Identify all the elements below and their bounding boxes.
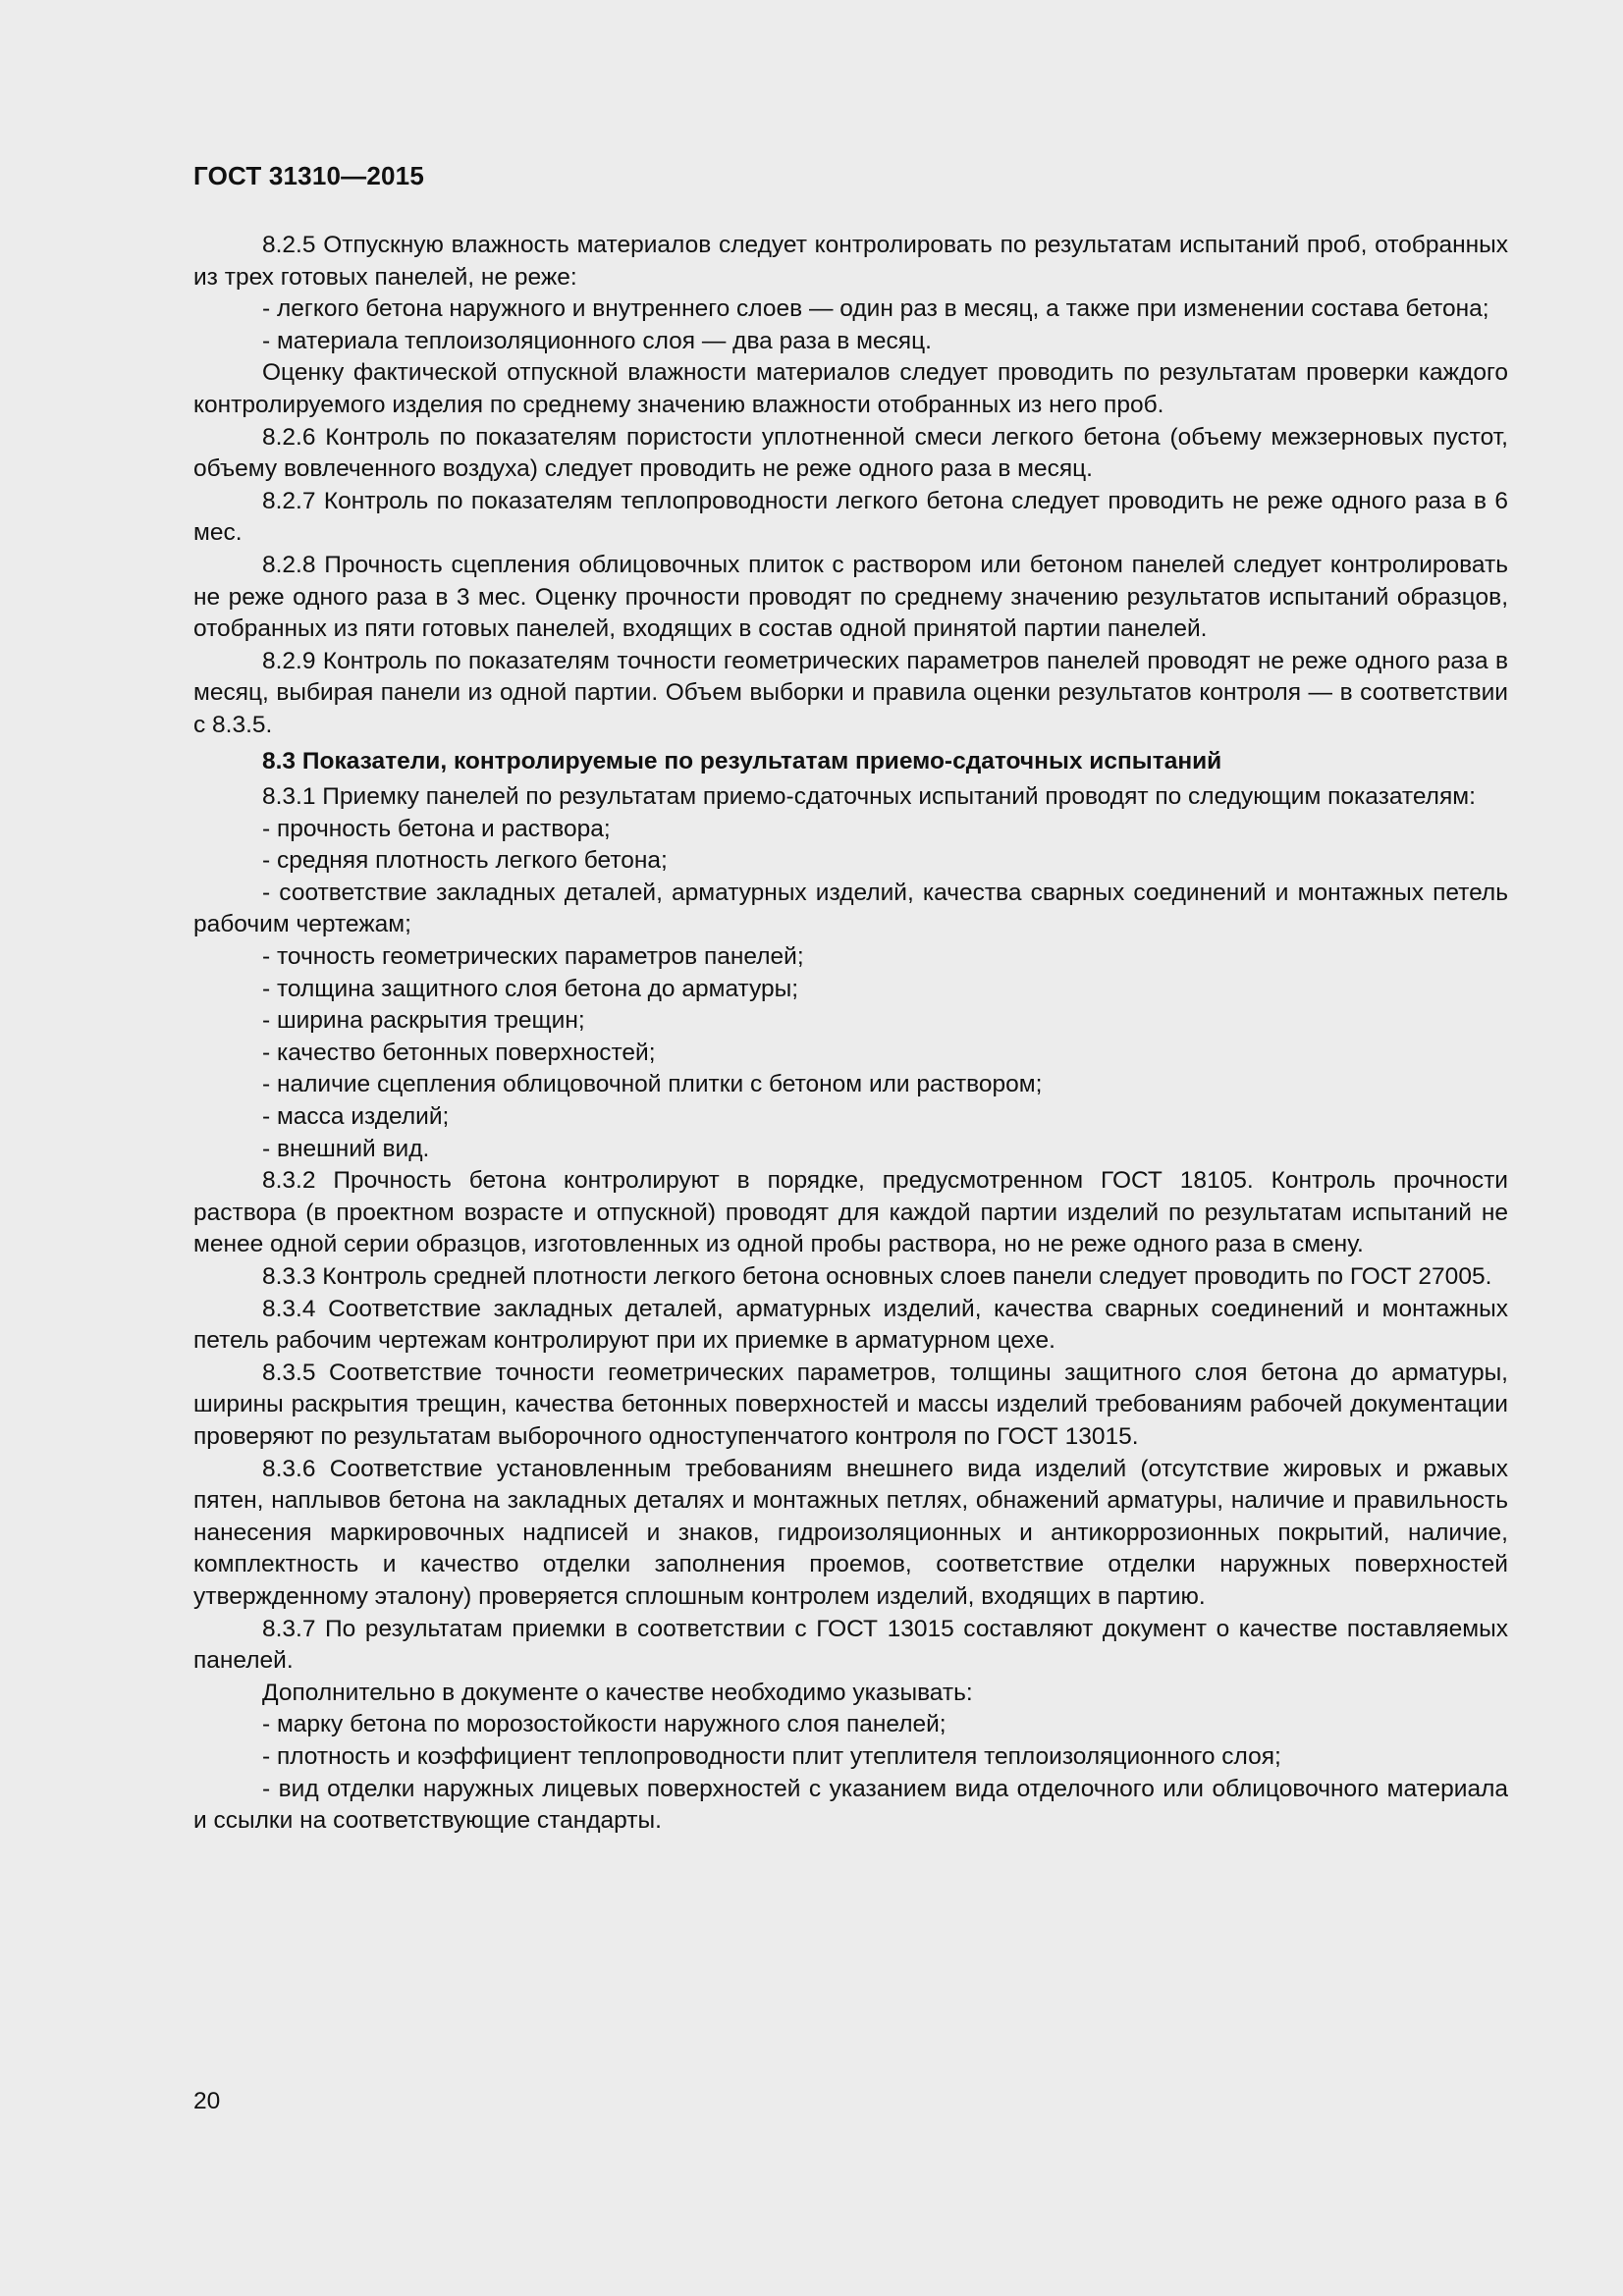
paragraph: 8.2.5 Отпускную влажность материалов следует контролировать по результатам испытаний проб, отобранных из трех готовых панелей, не реже:: [193, 232, 1508, 291]
paragraph: Оценку фактической отпускной влажности материалов следует проводить по результатам проверки каждого контролируемого изделия по среднему значению влажности отобранных из него проб.: [193, 359, 1508, 418]
paragraph: 8.3.3 Контроль средней плотности легкого бетона основных слоев панели следует проводить по ГОСТ 27005.: [262, 1263, 1492, 1290]
list-item: - точность геометрических параметров панелей;: [262, 943, 804, 971]
list-item: - прочность бетона и раствора;: [262, 815, 611, 842]
list-item: - масса изделий;: [262, 1103, 450, 1131]
list-item: - материала теплоизоляционного слоя — два раза в месяц.: [262, 327, 932, 354]
paragraph: 8.2.9 Контроль по показателям точности геометрических параметров панелей проводят не реже одного раза в месяц, выбирая панели из одной партии. Объем выборки и правила оценки результатов контроля — в соответствии с 8.3.5.: [193, 647, 1508, 738]
paragraph: 8.3.6 Соответствие установленным требованиям внешнего вида изделий (отсутствие жировых и ржавых пятен, наплывов бетона на закладных деталях и монтажных петлях, обнажений арматуры, наличие и правильность нанесения маркировочных надписей и знаков, гидроизоляционных и антикоррозионных покрытий, наличие, комплектность и качество отделки заполнения проемов, соответствие отделки наружных поверхностей утвержденному эталону) проверяется сплошным контролем изделий, входящих в партию.: [193, 1455, 1508, 1610]
list-item: - соответствие закладных деталей, арматурных изделий, качества сварных соединений и монтажных петель рабочим чертежам;: [193, 879, 1508, 938]
list-item: - марку бетона по морозостойкости наружного слоя панелей;: [262, 1711, 947, 1738]
section-heading: 8.3 Показатели, контролируемые по результатам приемо-сдаточных испытаний: [262, 747, 1222, 774]
paragraph: 8.2.6 Контроль по показателям пористости уплотненной смеси легкого бетона (объему межзерновых пустот, объему вовлеченного воздуха) следует проводить не реже одного раза в месяц.: [193, 423, 1508, 483]
document-body: [193, 230, 1508, 1838]
paragraph: 8.2.8 Прочность сцепления облицовочных плиток с раствором или бетоном панелей следует контролировать не реже одного раза в 3 мес. Оценку прочности проводят по среднему значению результатов испытаний образцов, отобранных из пяти готовых панелей, входящих в состав одной принятой партии панелей.: [193, 551, 1508, 643]
list-item: - ширина раскрытия трещин;: [262, 1007, 585, 1035]
page-number: 20: [193, 2088, 221, 2114]
list-item: - плотность и коэффициент теплопроводности плит утеплителя теплоизоляционного слоя;: [262, 1742, 1281, 1770]
document-header: ГОСТ 31310—2015: [193, 161, 424, 190]
paragraph: 8.3.2 Прочность бетона контролируют в порядке, предусмотренном ГОСТ 18105. Контроль прочности раствора (в проектном возрасте и отпускной) проводят для каждой партии изделий по результатам испытаний не менее одной серии образцов, изготовленных из одной пробы раствора, но не реже одного раза в смену.: [193, 1167, 1508, 1258]
paragraph: 8.3.7 По результатам приемки в соответствии с ГОСТ 13015 составляют документ о качестве поставляемых панелей.: [193, 1615, 1508, 1675]
paragraph: Дополнительно в документе о качестве необходимо указывать:: [262, 1679, 973, 1706]
list-item: - толщина защитного слоя бетона до арматуры;: [262, 975, 799, 1002]
paragraph: 8.2.7 Контроль по показателям теплопроводности легкого бетона следует проводить не реже одного раза в 6 мес.: [193, 487, 1508, 547]
paragraph: 8.3.5 Соответствие точности геометрических параметров, толщины защитного слоя бетона до арматуры, ширины раскрытия трещин, качества бетонных поверхностей и массы изделий требованиям рабочей документации проверяют по результатам выборочного одноступенчатого контроля по ГОСТ 13015.: [193, 1359, 1508, 1450]
list-item: - средняя плотность легкого бетона;: [262, 847, 668, 875]
list-item: - качество бетонных поверхностей;: [262, 1039, 656, 1066]
list-item: - легкого бетона наружного и внутреннего слоев — один раз в месяц, а также при изменении состава бетона;: [262, 295, 1489, 323]
list-item: - наличие сцепления облицовочной плитки с бетоном или раствором;: [262, 1071, 1043, 1098]
list-item: - вид отделки наружных лицевых поверхностей с указанием вида отделочного или облицовочного материала и ссылки на соответствующие стандарты.: [193, 1775, 1508, 1835]
paragraph: 8.3.1 Приемку панелей по результатам приемо-сдаточных испытаний проводят по следующим показателям:: [262, 783, 1476, 811]
list-item: - внешний вид.: [262, 1135, 430, 1162]
paragraph: 8.3.4 Соответствие закладных деталей, арматурных изделий, качества сварных соединений и монтажных петель рабочим чертежам контролируют при их приемке в арматурном цехе.: [193, 1295, 1508, 1355]
